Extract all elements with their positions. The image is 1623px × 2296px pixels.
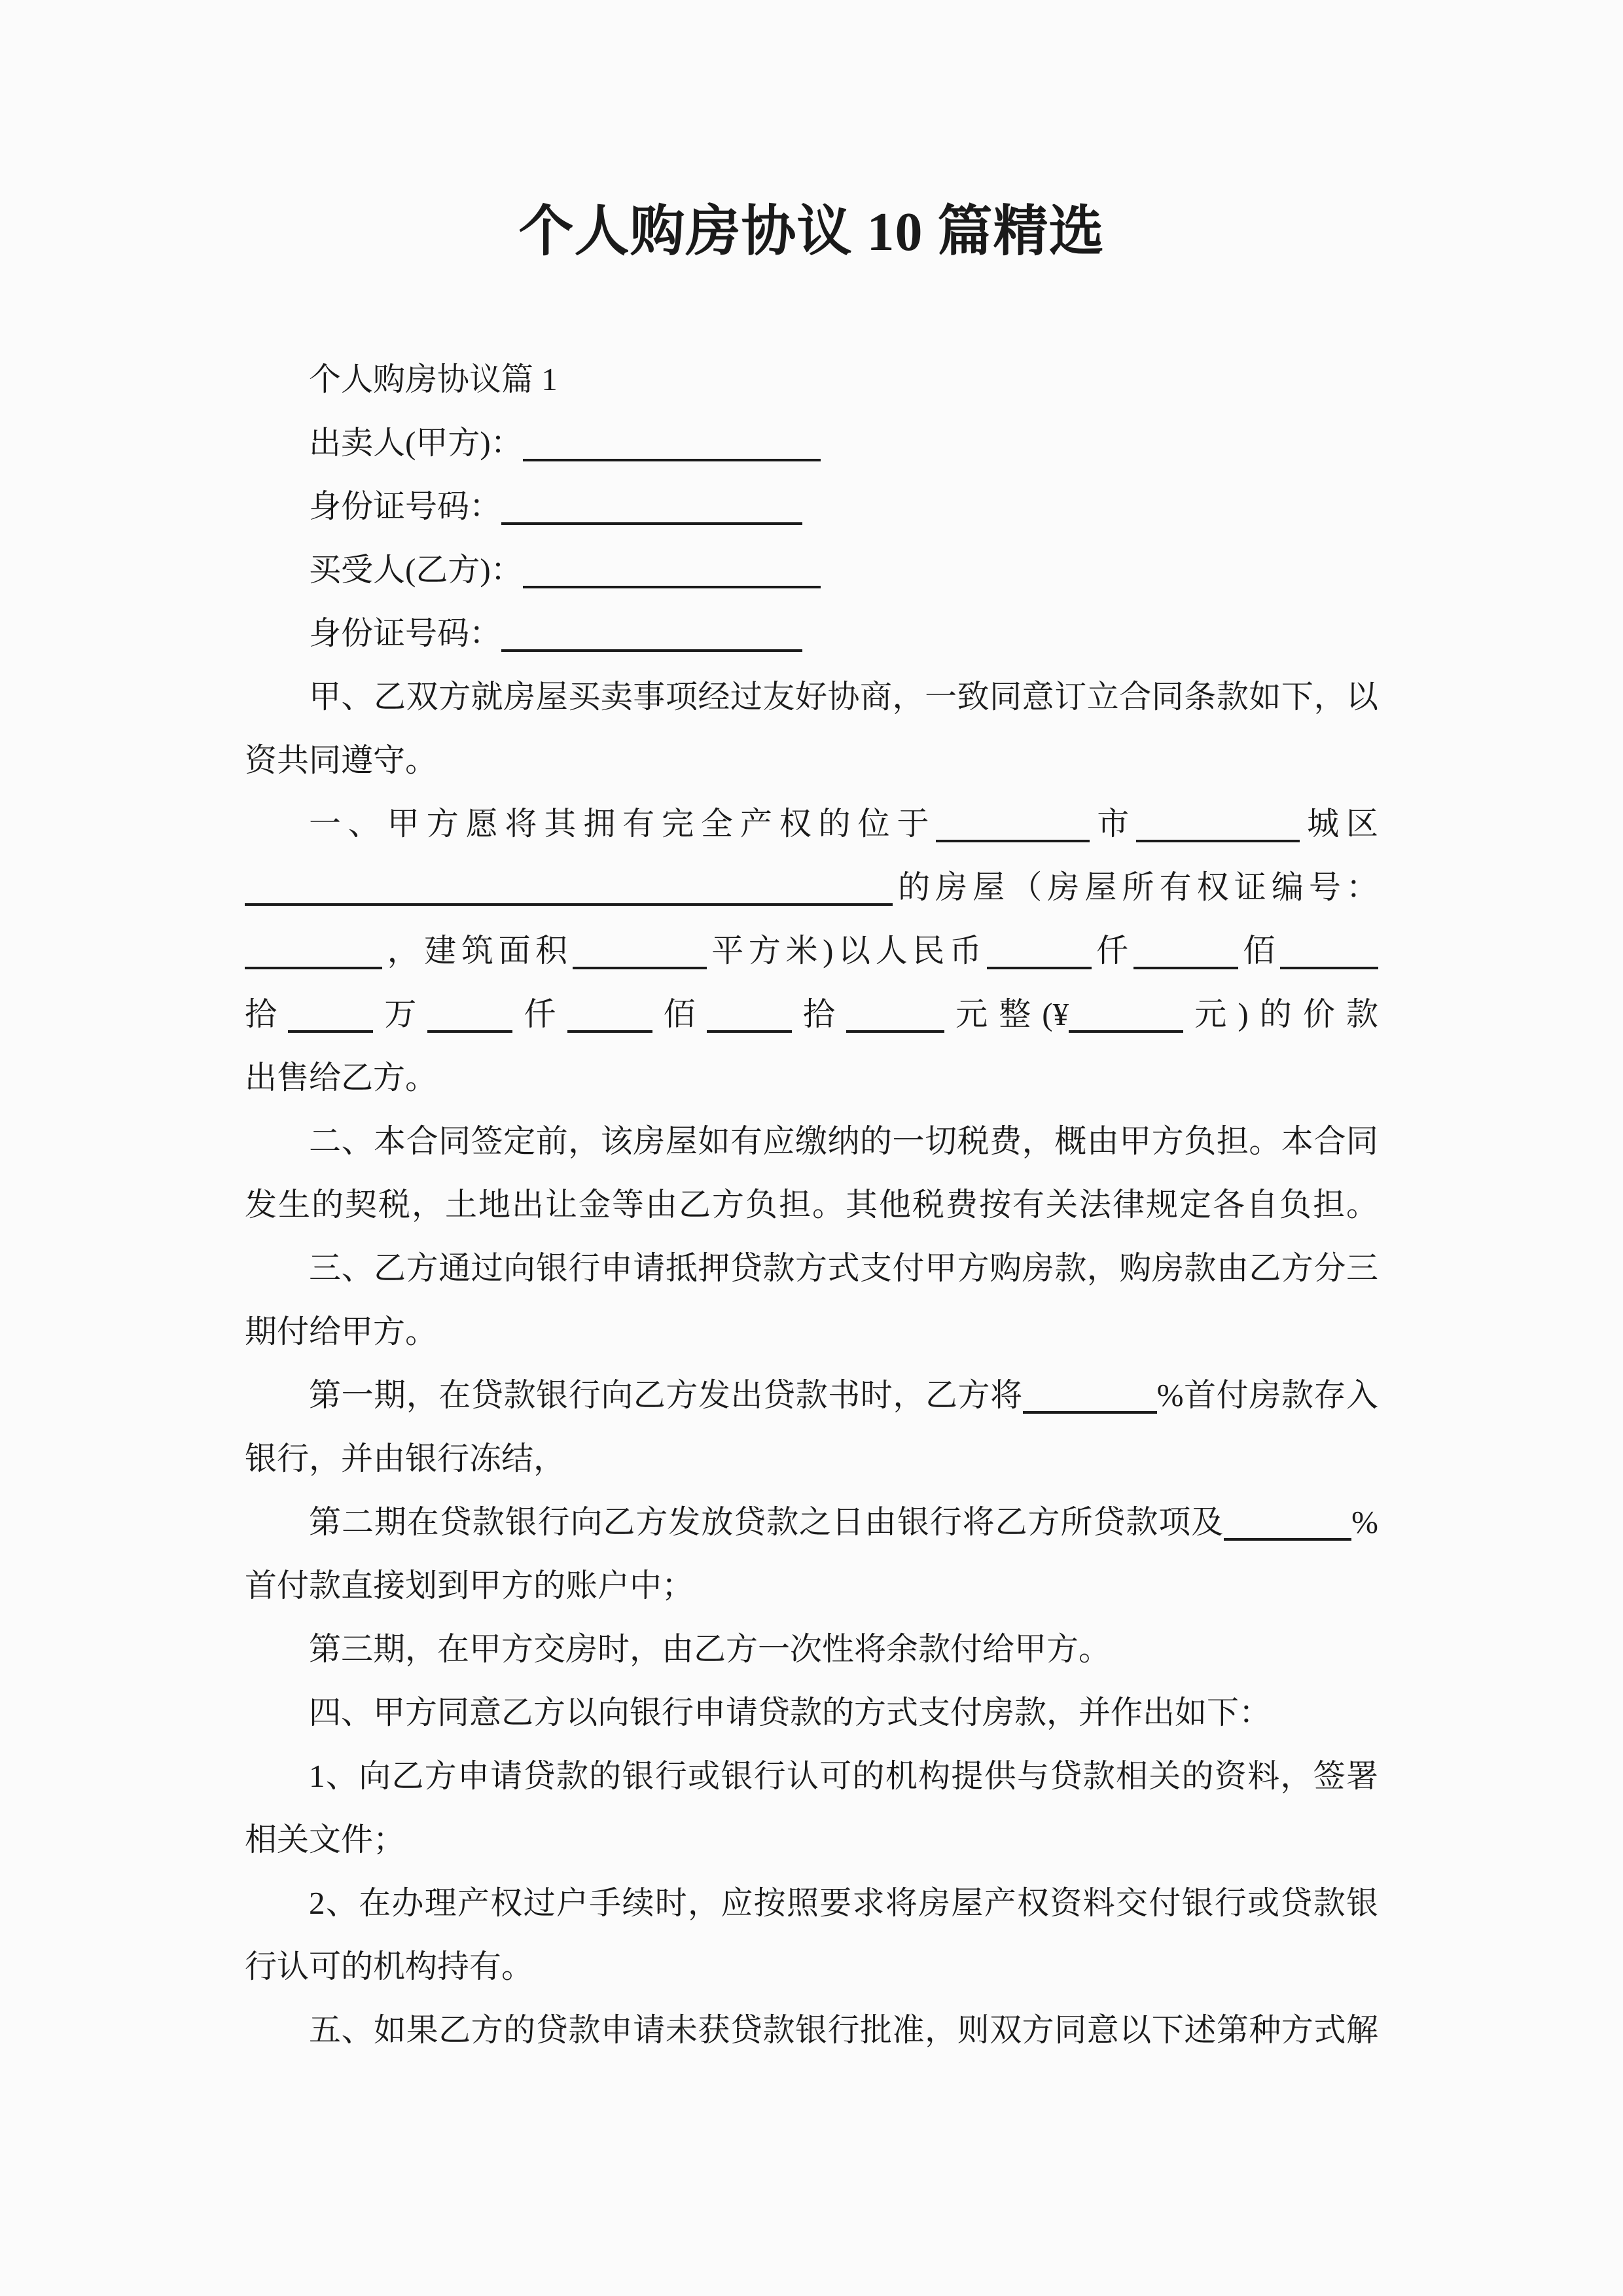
clause-3-line-1 [245, 1236, 1378, 1300]
text-run: 第二期在贷款银行向乙方发放贷款之日由银行将乙方所贷款项及 [309, 1504, 1224, 1540]
clause-1-line-1 [245, 792, 1378, 855]
phase-1-line-1 [245, 1363, 1378, 1427]
blank-field [288, 1030, 373, 1033]
text-run: 2、在办理产权过户手续时，应按照要求将房屋产权资料交付银行或贷款银 [309, 1885, 1378, 1921]
blank-field [1224, 1538, 1351, 1541]
clause-4-line [245, 1681, 1378, 1744]
blank-field [523, 459, 821, 461]
seller-line [245, 411, 1378, 475]
blank-field [1133, 967, 1238, 969]
text-run: 个人购房协议篇 1 [309, 361, 558, 397]
text-run: 仟 [512, 996, 567, 1032]
seller-id-line [245, 475, 1378, 538]
clause-5-line-1 [245, 1998, 1378, 2062]
clause-3-line-2 [245, 1300, 1378, 1363]
text-run: 佰 [1238, 933, 1280, 969]
text-run: 佰 [652, 996, 707, 1032]
text-run: 身份证号码： [309, 615, 502, 651]
text-run: 相关文件； [245, 1821, 406, 1857]
text-run: 市 [1090, 806, 1137, 842]
intro-line-2 [245, 728, 1378, 792]
text-run: 平方米)以人民币 [706, 933, 987, 969]
blank-field [1280, 967, 1378, 969]
phase-2-line-2 [245, 1554, 1378, 1617]
text-run: 三、乙方通过向银行申请抵押贷款方式支付甲方购房款，购房款由乙方分三 [309, 1250, 1378, 1286]
text-run: 行认可的机构持有。 [245, 1948, 534, 1984]
text-run: 出卖人(甲方)： [309, 425, 523, 461]
blank-field [573, 967, 707, 969]
text-run: 甲、乙双方就房屋买卖事项经过友好协商，一致同意订立合同条款如下，以 [309, 679, 1378, 715]
blank-field [707, 1030, 792, 1033]
blank-field [1023, 1411, 1157, 1414]
text-run: %首付房款存入 [1156, 1377, 1378, 1413]
blank-field [501, 522, 802, 525]
clause-1-line-5 [245, 1046, 1378, 1109]
text-run: 五、如果乙方的贷款申请未获贷款银行批准，则双方同意以下述第种方式解 [309, 2012, 1378, 2048]
text-run: 买受人(乙方)： [309, 552, 523, 588]
phase-2-line-1 [245, 1490, 1378, 1554]
text-run: ，建筑面积 [382, 933, 573, 969]
document-title: 个人购房协议 10 篇精选 [518, 202, 1105, 262]
text-run: 拾 [245, 996, 289, 1032]
text-run: 期付给甲方。 [245, 1314, 438, 1350]
text-run: 拾 [791, 996, 846, 1032]
buyer-line [245, 538, 1378, 601]
clause-1-line-2 [245, 855, 1378, 919]
text-run: 城区 [1300, 806, 1378, 842]
text-run: 第三期，在甲方交房时，由乙方一次性将余款付给甲方。 [309, 1631, 1111, 1667]
section-heading [245, 348, 1378, 411]
item-1-line-1 [245, 1744, 1378, 1808]
text-run: 首付款直接划到甲方的账户中； [245, 1568, 694, 1604]
blank-field [427, 1030, 512, 1033]
item-2-line-2 [245, 1935, 1378, 1998]
text-run: 一、甲方愿将其拥有完全产权的位于 [309, 806, 936, 842]
clause-2-line-2 [245, 1173, 1378, 1236]
blank-field [245, 903, 893, 906]
text-run: 出售给乙方。 [245, 1060, 438, 1096]
blank-field [501, 649, 802, 652]
text-run: 仟 [1091, 933, 1133, 969]
blank-field [987, 967, 1092, 969]
intro-line-1 [245, 665, 1378, 728]
text-run: 银行，并由银行冻结， [245, 1441, 566, 1477]
blank-field [846, 1030, 944, 1033]
text-run: 元整(¥ [944, 996, 1069, 1032]
text-run: 发生的契税，土地出让金等由乙方负担。其他税费按有关法律规定各自负担。 [245, 1187, 1378, 1223]
text-run: 二、本合同签定前，该房屋如有应缴纳的一切税费，概由甲方负担。本合同 [309, 1123, 1378, 1159]
clause-2-line-1 [245, 1109, 1378, 1173]
item-1-line-2 [245, 1808, 1378, 1871]
text-run: 资共同遵守。 [245, 742, 438, 778]
text-run: 身份证号码： [309, 488, 502, 524]
blank-field [245, 967, 382, 969]
blank-field [567, 1030, 652, 1033]
blank-field [936, 840, 1090, 842]
blank-field [1069, 1030, 1183, 1033]
text-run: 的房屋（房屋所有权证编号： [893, 869, 1378, 905]
clause-1-line-3 [245, 919, 1378, 982]
text-run: 第一期，在贷款银行向乙方发出贷款书时，乙方将 [309, 1377, 1023, 1413]
text-run: 元)的价款 [1183, 996, 1378, 1032]
blank-field [1136, 840, 1300, 842]
document-body [245, 348, 1378, 2062]
text-run: % [1351, 1504, 1378, 1540]
buyer-id-line [245, 601, 1378, 665]
text-run: 四、甲方同意乙方以向银行申请贷款的方式支付房款，并作出如下： [309, 1695, 1272, 1731]
blank-field [523, 586, 821, 588]
clause-1-line-4 [245, 982, 1378, 1046]
item-2-line-1 [245, 1871, 1378, 1935]
phase-3-line [245, 1617, 1378, 1681]
phase-1-line-2 [245, 1427, 1378, 1490]
text-run: 万 [373, 996, 428, 1032]
text-run: 1、向乙方申请贷款的银行或银行认可的机构提供与贷款相关的资料，签署 [309, 1758, 1378, 1794]
